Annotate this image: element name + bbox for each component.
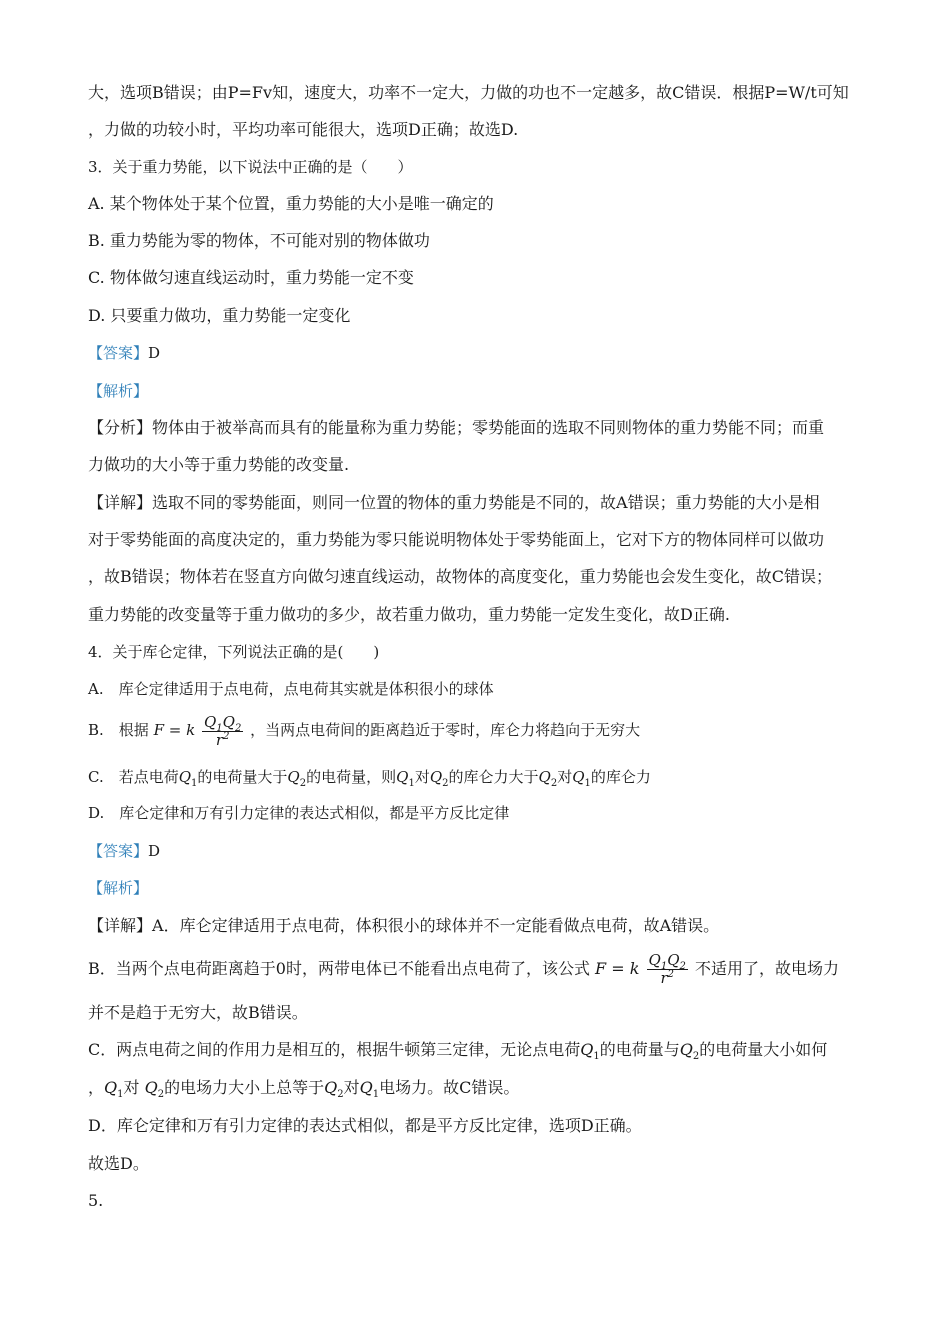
question-4-xiangjie-d: D．库仑定律和万有引力定律的表达式相似，都是平方反比定律，选项D正确。 (88, 1116, 642, 1135)
question-4-xiangjie-a (88, 915, 870, 937)
question-3-stem: 3．关于重力势能，以下说法中正确的是（ ） (88, 158, 413, 176)
question-3-option-d: D. 只要重力做功，重力势能一定变化 (88, 306, 351, 325)
xiangjie-text: A．库仑定律适用于点电荷，体积很小的球体并不一定能看做点电荷，故A错误。 (152, 916, 720, 935)
question-4-xiangjie-c: C．两点电荷之间的作用力是相互的，根据牛顿第三定律，无论点电荷$Q_1$的电荷量与$Q_2$的电荷量大小如何 (88, 1040, 828, 1063)
question-3-fenxi-1 (88, 417, 870, 439)
fenxi-text: 物体由于被举高而具有的能量称为重力势能；零势能面的选取不同则物体的重力势能不同；而重 (152, 418, 825, 437)
question-4-option-b (88, 712, 870, 748)
question-5-number: 5. (88, 1191, 104, 1210)
question-3-xiangjie-4: 重力势能的改变量等于重力做功的多少，故若重力做功，重力势能一定发生变化，故D正确. (88, 605, 730, 624)
question-4-xiangjie-c-2: ，$Q_1$对 $Q_2$的电场力大小上总等于$Q_2$对$Q_1$电场力。故C错误。 (88, 1078, 520, 1101)
answer-value: D (148, 344, 161, 362)
xiangjie-tag: 【详解】 (88, 916, 153, 935)
question-3-xiangjie-1 (88, 492, 870, 514)
question-3-xiangjie-3: ，故B错误；物体若在竖直方向做匀速直线运动，故物体的高度变化，重力势能也会发生变化，故C错误； (88, 567, 833, 586)
coulomb-formula-fraction: $\frac{Q_1Q_2}{r^2}$ (648, 951, 686, 987)
question-4-xiangjie-b: B．当两个点电荷距离趋于0时，两带电体已不能看出点电荷了，该公式 F = k $\frac{Q_1Q_2}{r^2}$ 不适用了，故电场力 (88, 951, 840, 987)
text-line: ，力做的功较小时，平均功率可能很大，选项D正确；故选D. (88, 120, 519, 139)
analysis-tag: 【解析】 (88, 382, 149, 400)
formula-equals: = (164, 721, 187, 739)
question-4-analysis-tag (88, 877, 870, 899)
formula-f: F (153, 721, 164, 739)
question-3-xiangjie-2: 对于零势能面的高度决定的，重力势能为零只能说明物体处于零势能面上，它对下方的物体同样可以做功 (88, 530, 825, 549)
fenxi-tag: 【分析】 (88, 418, 153, 437)
xiangjie-text: 选取不同的零势能面，则同一位置的物体的重力势能是不同的，故A错误；重力势能的大小是相 (152, 493, 820, 512)
xiangjie-tag: 【详解】 (88, 493, 153, 512)
option-b-suffix: ，当两点电荷间的距离趋近于零时，库仑力将趋向于无穷大 (250, 721, 641, 739)
answer-tag: 【答案】 (88, 842, 149, 860)
formula-k: k (186, 721, 196, 739)
question-3-fenxi-2: 力做功的大小等于重力势能的改变量. (88, 455, 350, 474)
question-3-option-c: C. 物体做匀速直线运动时，重力势能一定不变 (88, 268, 414, 287)
coulomb-formula-fraction: $\frac{Q_1Q_2}{r^2}$ (203, 712, 242, 749)
question-4-stem: 4．关于库仑定律，下列说法正确的是( ) (88, 643, 380, 661)
question-3-analysis-tag (88, 380, 870, 402)
answer-tag: 【答案】 (88, 344, 149, 362)
question-4-xiangjie-b-2: 并不是趋于无穷大，故B错误。 (88, 1003, 308, 1022)
question-4-option-d: D. 库仑定律和万有引力定律的表达式相似，都是平方反比定律 (88, 804, 510, 822)
question-3-option-b: B. 重力势能为零的物体，不可能对别的物体做功 (88, 231, 430, 250)
question-4-option-a: A. 库仑定律适用于点电荷，点电荷其实就是体积很小的球体 (88, 680, 494, 698)
option-b-prefix: B. 根据 (88, 721, 149, 739)
answer-value: D (148, 842, 161, 860)
question-4-conclusion: 故选D。 (88, 1154, 149, 1173)
analysis-tag: 【解析】 (88, 879, 149, 897)
question-3-option-a: A. 某个物体处于某个位置，重力势能的大小是唯一确定的 (88, 194, 494, 213)
question-4-answer (88, 840, 870, 862)
question-4-option-c: C. 若点电荷$Q_1$的电荷量大于$Q_2$的电荷量，则$Q_1$对$Q_2$的库仑力大于$Q_2$对$Q_1$的库仑力 (88, 768, 651, 789)
text-line: 大，选项B错误；由P=Fv知，速度大，功率不一定大，力做的功也不一定越多，故C错误．根据P=W/t可知 (88, 83, 849, 102)
question-3-answer (88, 342, 870, 364)
